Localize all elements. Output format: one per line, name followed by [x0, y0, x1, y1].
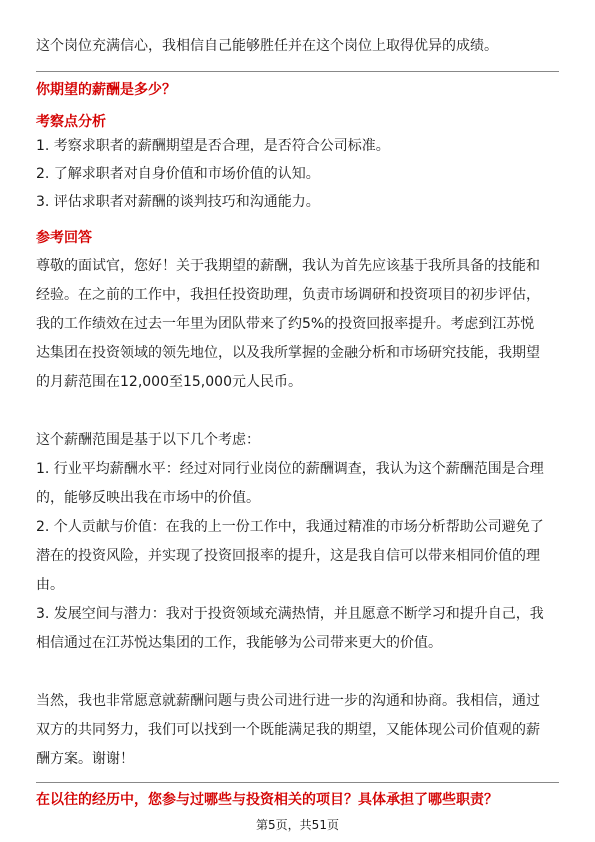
intro-tail-text: 这个岗位充满信心，我相信自己能够胜任并在这个岗位上取得优异的成绩。 [36, 38, 498, 54]
answer-line: 这个薪酬范围是基于以下几个考虑： [36, 432, 260, 448]
answer-line: 1. 行业平均薪酬水平：经过对同行业岗位的薪酬调查，我认为这个薪酬范围是合理 [36, 461, 544, 477]
section-divider [36, 71, 559, 72]
answer-line: 潜在的投资风险，并实现了投资回报率的提升，这是我自信可以带来相同价值的理 [36, 548, 540, 564]
answer-line: 经验。在之前的工作中，我担任投资助理，负责市场调研和投资项目的初步评估， [36, 287, 540, 303]
analysis-item: 3. 评估求职者对薪酬的谈判技巧和沟通能力。 [36, 194, 320, 210]
analysis-item: 2. 了解求职者对自身价值和市场价值的认知。 [36, 166, 320, 182]
answer-line: 3. 发展空间与潜力：我对于投资领域充满热情，并且愿意不断学习和提升自己，我 [36, 606, 544, 622]
section-divider [36, 782, 559, 783]
page-number-footer: 第5页，共51页 [256, 818, 339, 832]
answer-line: 由。 [36, 577, 64, 593]
next-question-heading: 在以往的经历中，您参与过哪些与投资相关的项目？具体承担了哪些职责？ [36, 792, 498, 808]
answer-line: 我的工作绩效在过去一年里为团队带来了约5%的投资回报率提升。考虑到江苏悦 [36, 316, 535, 332]
analysis-item: 1. 考察求职者的薪酬期望是否合理，是否符合公司标准。 [36, 138, 390, 154]
answer-line: 双方的共同努力，我们可以找到一个既能满足我的期望，又能体现公司价值观的薪 [36, 722, 540, 738]
answer-line: 相信通过在江苏悦达集团的工作，我能够为公司带来更大的价值。 [36, 635, 442, 651]
answer-line: 的，能够反映出我在市场中的价值。 [36, 490, 260, 506]
answer-line: 尊敬的面试官，您好！关于我期望的薪酬，我认为首先应该基于我所具备的技能和 [36, 258, 540, 274]
answer-title: 参考回答 [36, 230, 92, 246]
answer-line: 酬方案。谢谢！ [36, 751, 134, 767]
answer-line: 的月薪范围在12,000至15,000元人民币。 [36, 374, 302, 390]
answer-line: 达集团在投资领域的领先地位，以及我所掌握的金融分析和市场研究技能，我期望 [36, 345, 540, 361]
answer-line: 当然，我也非常愿意就薪酬问题与贵公司进行进一步的沟通和协商。我相信，通过 [36, 693, 540, 709]
analysis-title: 考察点分析 [36, 114, 106, 130]
question-heading: 你期望的薪酬是多少？ [36, 82, 176, 98]
answer-line: 2. 个人贡献与价值：在我的上一份工作中，我通过精准的市场分析帮助公司避免了 [36, 519, 544, 535]
